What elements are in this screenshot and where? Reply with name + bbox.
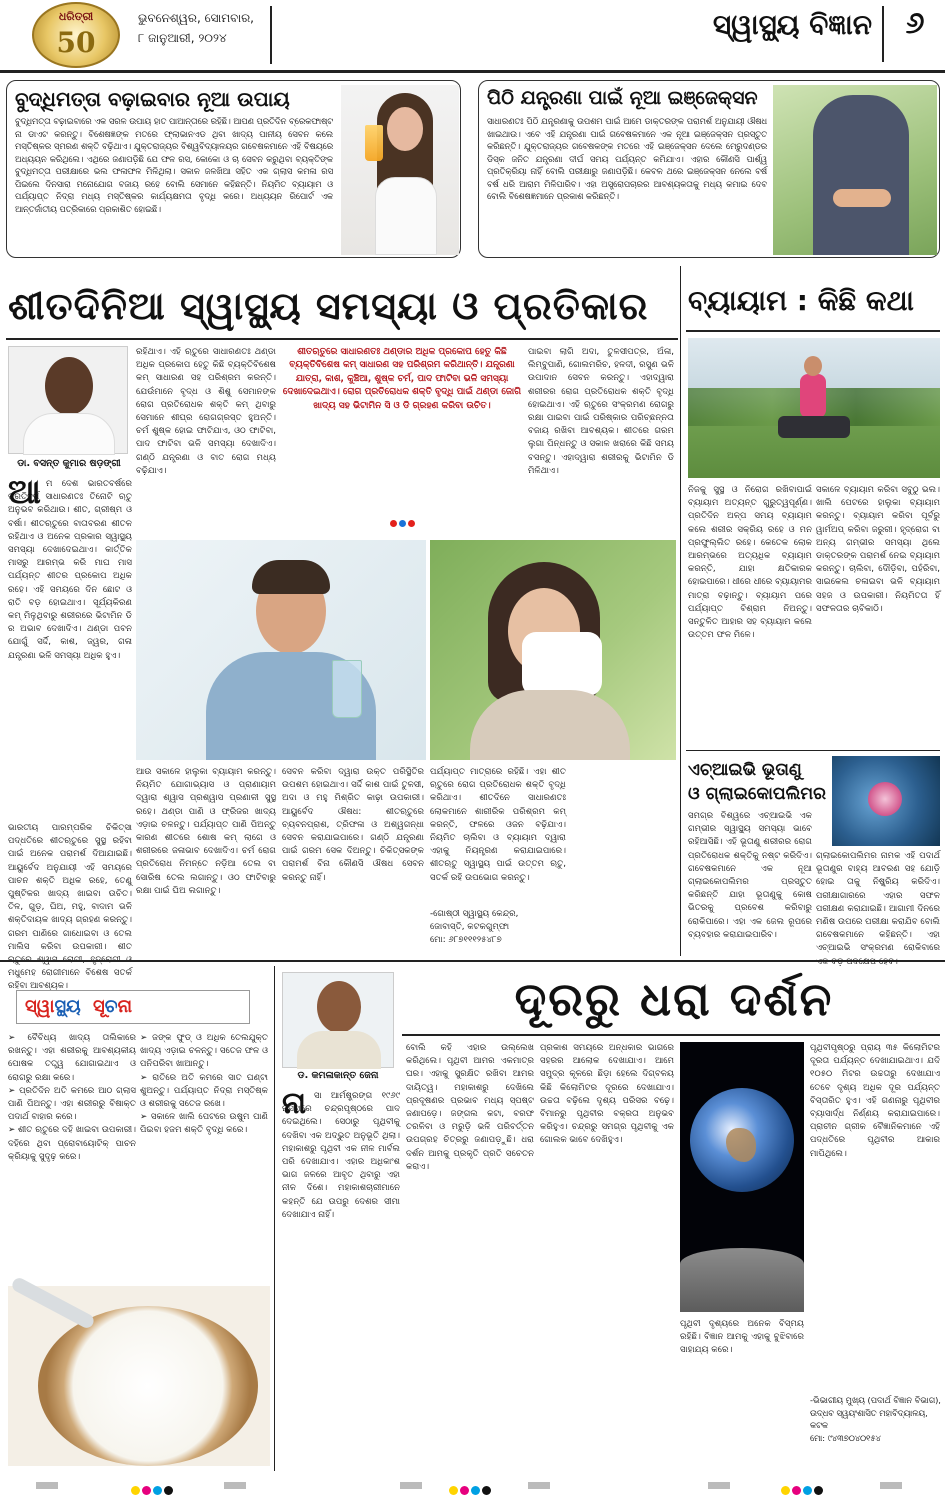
drop-cap-earth: ନା bbox=[282, 1086, 307, 1121]
main-col3: ପାଇବା ଲାଗି ଅଦା, ତୁଳସୀପତ୍ର, ଅଁଳା, ଲିମ୍ବୁପାଣି, ଗୋଲମରିଚ, ହଳଦୀ, ରସୁଣ ଭଳି ଉପାଦାନ ସେବନ କରନ୍ତୁ। ଏହାଦ୍ୱାରା ଶରୀରର ରୋଗ ପ୍ରତିରୋଧକ ଶକ୍ତି ବୃଦ୍ଧି ହୋଇଥାଏ। ଏହି ଋତୁରେ ସଂକ୍ରମଣ ରୋଗରୁ ରକ୍ଷା ପାଇବା ପାଇଁ ପରିଷ୍କାର ପରିଚ୍ଛନ୍ନତା ବଜାୟ ରଖିବା ଆବଶ୍ୟକ। ଶୀତରେ ଗରମ ଲୁଗା ପିନ୍ଧନ୍ତୁ ଓ ସକାଳ ଖରାରେ କିଛି ସମୟ ବସନ୍ତୁ। ଏହାଦ୍ୱାରା ଶରୀରକୁ ଭିଟାମିନ ଡି ମିଳିଥାଏ। bbox=[528, 347, 674, 476]
author-photo-earth bbox=[282, 972, 394, 1068]
tips-title-char-3: ସୂ bbox=[93, 996, 105, 1017]
main-lower-col1: ଭାରତୀୟ ପାରମ୍ପରିକ ଚିକିତ୍ସା ପଦ୍ଧତିରେ ଶୀତଋତୁରେ ସୁସ୍ଥ ରହିବା ପାଇଁ ଅନେକ ପରାମର୍ଶ ଦିଆଯାଇଛି। ଆୟୁର୍ବେଦ ଅନୁଯାୟୀ ଏହି ସମୟରେ ପାଚନ ଶକ୍ତି ଅଧିକ ରହେ, ତେଣୁ ପୁଷ୍ଟିକର ଖାଦ୍ୟ ଖାଇବା ଉଚିତ। ତିଳ, ଗୁଡ଼, ଘିଅ, ମହୁ, ବାଦାମ ଭଳି ଶକ୍ତିଦାୟକ ଖାଦ୍ୟ ଗ୍ରହଣ କରନ୍ତୁ। ଗରମ ପାଣିରେ ଗାଧୋଇବା ଓ ତେଲ ମାଲିସ କରିବା ଉପକାରୀ। ଶୀତ ମଧୁମେହ ରୋଗୀମାନେ ବିଶେଷ ସତର୍କ ରହିବା ଆବଶ୍ୟକ। bbox=[8, 823, 132, 992]
tips-col2 bbox=[140, 1032, 268, 1280]
exercise-bottom-rule bbox=[686, 750, 940, 751]
curd-bowl-photo bbox=[8, 1286, 270, 1466]
main-col2: ରହିଥାଏ। ଏହି ଋତୁରେ ସାଧାରଣତଃ ଥଣ୍ଡା ଅଧିକ ପ୍ରକୋପ ହେତୁ କିଛି ବ୍ୟକ୍ତିବିଶେଷ କମ୍ ସାଧାରଣ ସହ ପରିଶ୍ରମ କରନ୍ତି। ଯେଉଁମାନେ ବୃଦ୍ଧ ଓ ଶିଶୁ ସେମାନଙ୍କ ରୋଗ ପ୍ରତିରୋଧକ ଶକ୍ତି କମ୍ ଥିବାରୁ ସେମାନେ ଶୀଘ୍ର ରୋଗଗ୍ରସ୍ତ ହୁଅନ୍ତି। ଚର୍ମ ଶୁଷ୍କ ହୋଇ ଫାଟିଯାଏ, ଓଠ ଫାଟିବା, ପାଦ ଫାଟିବା ଭଳି ସମସ୍ୟା ଦେଖାଦିଏ। ଗଣ୍ଠି ଯନ୍ତ୍ରଣା ଓ ବାତ ରୋଗ ମଧ୍ୟ ବଢ଼ିଯାଏ। bbox=[136, 347, 276, 476]
main-lower-col3: ସେବନ କରିବା ଦ୍ୱାରା ଉକ୍ତ ପରିସ୍ଥିତିର ଉପଶମ ହୋଇଥାଏ। ସର୍ଦ୍ଦି କାଶ ପାଇଁ ତୁଳସୀ, ଅଦା ଓ ମହୁ ମିଶ୍ରିତ କାଢ଼ା ଉପକାରୀ। ଆୟୁର୍ବେଦ ଔଷଧ: ଶୀତଋତୁରେ ଚ୍ୟବନପ୍ରାଶ, ତ୍ରିଫଳା ଓ ଅଶ୍ୱଗନ୍ଧା ସେବନ କରାଯାଇପାରେ। ଗଣ୍ଠି ଯନ୍ତ୍ରଣା ପାଇଁ ଗରମ ସେକ ଦିଅନ୍ତୁ। ଚିକିତ୍ସକଙ୍କ ପରାମର୍ଶ ବିନା କୌଣସି ଔଷଧ ସେବନ କରନ୍ତୁ ନାହିଁ। bbox=[282, 767, 424, 883]
water-glass bbox=[332, 660, 362, 718]
woman-lunge-torso bbox=[800, 374, 826, 418]
earth-col4-b: ପୃଥିବୀ ଦୃଶ୍ୟରେ ଅନେକ ବିସ୍ମୟ ରହିଛି। ବିଜ୍ଞାନ ଆମକୁ ଏହାକୁ ବୁଝିବାରେ ସାହାଯ୍ୟ କରେ। bbox=[680, 1319, 804, 1356]
hiv-virus-micrograph bbox=[832, 756, 940, 846]
woman-lunge-head bbox=[804, 356, 822, 376]
author-caption-main: ଡା. ବସନ୍ତ କୁମାର ଷଡ଼ଙ୍ଗୀ bbox=[17, 458, 121, 469]
tip-bullet-icon: ➢ bbox=[8, 1033, 28, 1043]
lower-section-rule bbox=[0, 960, 945, 962]
tissue bbox=[522, 632, 602, 696]
tip-item: ➢ ପ୍ରତିଦିନ ଅତି କମରେ ଆଠ ଗ୍ଲାସ ପାଣି ପିଅନ୍ତୁ। ଏହା ଶରୀରରୁ ବିଷାକ୍ତ ପଦାର୍ଥ ବାହାର କରେ। bbox=[8, 1085, 136, 1123]
intelligence-body: ବୁଦ୍ଧିମତ୍ତା ବଢ଼ାଇବାରେ ଏକ ସରଳ ଉପାୟ ହାତ ପାଆନ୍ତାରେ ରହିଛି। ଆପଣ ପ୍ରତିଦିନ ବ୍ରେକଫାଷ୍ଟ ନା ଡାଏଟ କରନ୍ତୁ। ବିଶେଷଜ୍ଞଙ୍କ ମତରେ ଫ୍ଲାଭାନଏଡ ଥିବା ଖାଦ୍ୟ ପାନୀୟ ସେବନ କଲେ ମସ୍ତିଷ୍କର ସ୍ମରଣ ଶକ୍ତି ବଢ଼ିଥାଏ। ଯୁକ୍ତରାଜ୍ୟର ବିଶ୍ୱବିଦ୍ୟାଳୟର ଗବେଷକମାନେ ଏହି ବିଷୟରେ ଅଧ୍ୟୟନ କରିଥିଲେ। ଏଥିରେ ଜଣାପଡ଼ିଛି ଯେ ଫଳ ରସ, କୋକୋ ଓ ଚା ସେବନ କରୁଥିବା ବ୍ୟକ୍ତିଙ୍କ ବୁଦ୍ଧିମତ୍ତା ପରୀକ୍ଷାରେ ଭଲ ଫଳାଫଳ ମିଳିଥିଲା। ସକାଳ ଜଳଖିଆ ସହିତ ଏକ ଗ୍ଲାସ କମଳା ରସ ପିଇଲେ ଦିନସାରା ମନୋଯୋଗ ବଜାୟ ରହେ ବୋଲି ସେମାନେ କହିଛନ୍ତି। ନିୟମିତ ବ୍ୟାୟାମ ଓ ପର୍ଯ୍ୟାପ୍ତ ନିଦ୍ରା ମଧ୍ୟ ମସ୍ତିଷ୍କର କାର୍ଯ୍ୟକ୍ଷମତା ବୃଦ୍ଧି କରେ। ଅଧ୍ୟୟନ ରିପୋର୍ଟ ଏକ ଆନ୍ତର୍ଜାତୀୟ ପତ୍ରିକାରେ ପ୍ରକାଶିତ ହୋଇଛି। bbox=[15, 116, 333, 214]
tip-item: ➢ ରାତିରେ ଅତି କମରେ ସାତ ଘଣ୍ଟା ଶୁଅନ୍ତୁ। ପର୍ଯ୍ୟାପ୍ତ ନିଦ୍ରା ମସ୍ତିଷ୍କ ଓ ଶରୀରକୁ ସତେଜ ରଖେ। bbox=[140, 1072, 268, 1110]
author2-head bbox=[317, 981, 361, 1033]
main-headline-underline bbox=[6, 338, 678, 340]
tip-item: ➢ ଶୀତ ଋତୁରେ ଦହି ଖାଇବା ଉପକାରୀ। ଦହିରେ ଥିବା ପ୍ରୋବାୟୋଟିକ୍ ପାଚନ କ୍ରିୟାକୁ ସୁଦୃଢ଼ କରେ। bbox=[8, 1125, 137, 1162]
main-lower-col4: ପର୍ଯ୍ୟାପ୍ତ ମାତ୍ରାରେ ରହିଛି। ଏହା ଶୀତ ଋତୁରେ ରୋଗ ପ୍ରତିରୋଧକ ଶକ୍ତି ବୃଦ୍ଧି କରିଥାଏ। ଶୀତଦିନେ ସାଧାରଣତଃ ଲୋକମାନେ ଶାରୀରିକ ପରିଶ୍ରମ କମ୍ କରନ୍ତି, ଫଳରେ ଓଜନ ବଢ଼ିଯାଏ। ନିୟମିତ ଚାଲିବା ଓ ବ୍ୟାୟାମ ଦ୍ୱାରା ଏହାକୁ ନିୟନ୍ତ୍ରଣ କରାଯାଇପାରେ। ଶୀତଋତୁ ସ୍ୱାସ୍ଥ୍ୟ ପାଇଁ ଉତ୍ତମ ଋତୁ, ସତର୍କ ରହି ଉପଭୋଗ କରନ୍ତୁ। bbox=[430, 767, 566, 883]
main-signoff-line3: ମୋ: ୬୮୭୧୧୧୨୫୪୮୭ bbox=[430, 935, 502, 945]
woman-sneezing-photo bbox=[430, 540, 676, 760]
backpain-story-box bbox=[478, 80, 940, 258]
main-right-divider bbox=[680, 266, 681, 956]
earth-col2: ବୋଲି କହି ଏହାର ଉଲ୍ଲେଖ କରିଥିଲେ। ପୃଥିବୀ ଆମର ଏକମାତ୍ର ଘର। ଏହାକୁ ସୁରକ୍ଷିତ ରଖିବା ଆମର ଦାୟିତ୍ୱ। ମହାକାଶରୁ ଦେଖିଲେ ପ୍ରଦୂଷଣର ପ୍ରଭାବ ମଧ୍ୟ ସ୍ପଷ୍ଟ ଜଣାପଡ଼େ। ଜଙ୍ଗଲ କଟା, ବରଫ ତରଳିବା ଓ ମରୁଡ଼ି ଭଳି ପରିବର୍ତ୍ତନ ଉପଗ୍ରହ ଚିତ୍ରରୁ ଜଣାପଡ଼ୁଛି। ଧରା ଦର୍ଶନ ଆମକୁ ପ୍ରକୃତି ପ୍ରତି ସଚେତନ କରାଏ। bbox=[406, 1043, 534, 1172]
tips-col1 bbox=[8, 1032, 136, 1280]
person-back bbox=[813, 95, 909, 255]
author-photo-main bbox=[8, 346, 128, 454]
tip-bullet-icon: ➢ bbox=[8, 1085, 20, 1096]
author2-shirt bbox=[297, 1031, 381, 1069]
anniversary-logo bbox=[32, 2, 120, 68]
main-signoff-line2: ଜୋବାସ୍ତି, କଟକଗୁମ୍ଫା bbox=[430, 922, 510, 932]
registration-bar bbox=[528, 1482, 550, 1489]
earth-signoff-line1: -ଭିଭାଗୀୟ ମୁଖ୍ୟ (ପଦାର୍ଥ ବିଜ୍ଞାନ ବିଭାଗ), bbox=[810, 1395, 941, 1405]
spoon bbox=[10, 1276, 96, 1331]
registration-strip bbox=[0, 1478, 945, 1494]
earth-headline: ଦୂରରୁ ଧରା ଦର୍ଶନ bbox=[514, 972, 834, 1026]
moon-surface bbox=[680, 1248, 804, 1312]
tip-item: ➢ ବୈବିଧ୍ୟ ଖାଦ୍ୟ ତାଲିକାରେ ରଖନ୍ତୁ। ଏହା ଶରୀରକୁ ଆବଶ୍ୟକୀୟ ପୋଷକ ତତ୍ତ୍ୱ ଯୋଗାଇଥାଏ ଓ ରୋଗରୁ ରକ୍ଷା କରେ। bbox=[8, 1033, 136, 1083]
masthead-bottom-rule bbox=[0, 70, 945, 73]
man-hair bbox=[252, 560, 330, 594]
author-shirt bbox=[23, 413, 115, 455]
tip-item: ➢ ସକାଳେ ଖାଲି ପେଟରେ ଉଷୁମ ପାଣି ପିଇବା ହଜମ ଶକ୍ତି ବୃଦ୍ଧି କରେ। bbox=[140, 1112, 268, 1136]
woman-face bbox=[387, 107, 423, 151]
author-head bbox=[45, 357, 93, 415]
juice-glass bbox=[365, 125, 383, 161]
earth-col4: ପୃଥିବୀପୃଷ୍ଠରୁ ପ୍ରାୟ ୩୫ କିଲୋମିଟର ଦୂରତା ପର୍ଯ୍ୟନ୍ତ ଦେଖାଯାଇଥାଏ। ଯଦି ୧୦୫୦ ମିଟର ଉଚ୍ଚତାରୁ ଦେଖାଯାଏ ତେବେ ଦୃଶ୍ୟ ଅଧିକ ଦୂର ପର୍ଯ୍ୟନ୍ତ ବିସ୍ତାରିତ ହୁଏ। ଏହି ଗଣନାରୁ ପୃଥିବୀର ବ୍ୟାସାର୍ଦ୍ଧ ନିର୍ଣ୍ଣୟ କରାଯାଇପାରେ। ପ୍ରାଚୀନ ଗ୍ରୀକ ବୈଜ୍ଞାନିକମାନେ ଏହି ପଦ୍ଧତିରେ ପୃଥିବୀର ଆକାର ମାପିଥିଲେ। bbox=[810, 1043, 940, 1159]
earth-col1: ସା ଆର୍ମଷ୍ଟ୍ରଙ୍ଗ ୧୯୬୯ ମସିହାରେ ଚନ୍ଦ୍ରପୃଷ୍ଠରେ ପାଦ ଦେଇଥିଲେ। ସେଠାରୁ ପୃଥିବୀକୁ ଦେଖିବା ଏକ ଅଦ୍ଭୁତ ଅନୁଭୂତି ଥିଲା। ମହାକାଶରୁ ପୃଥିବୀ ଏକ ନୀଳ ମାର୍ବଲ ପରି ଦେଖାଯାଏ। ଏହାର ଅଧିକାଂଶ ଭାଗ ଜଳରେ ଆବୃତ ଥିବାରୁ ଏହା ନୀଳ ଦିଶେ। ମହାକାଶଚାରୀମାନେ କହନ୍ତି ଯେ ଉପରୁ ଦେଶର ସୀମା ଦେଖାଯାଏ ନାହିଁ। bbox=[282, 1091, 400, 1220]
dateline-date: ୮ ଜାନୁଆରୀ, ୨୦୨୪ bbox=[138, 31, 227, 45]
tip-bullet-icon: ➢ bbox=[140, 1112, 151, 1123]
woman-sweater bbox=[470, 690, 630, 760]
tip-item: ➢ ଜଙ୍କ ଫୁଡ୍ ଓ ଅଧିକ ତେଲଯୁକ୍ତ ଖାଦ୍ୟ ଏଡ଼ାଇ ଚଳନ୍ତୁ। ସତେଜ ଫଳ ଓ ପନିପରିବା ଖାଆନ୍ତୁ। bbox=[140, 1033, 269, 1070]
woman-drinking-juice-photo bbox=[341, 85, 459, 255]
man-taking-pill-photo bbox=[136, 540, 426, 760]
pull-quote bbox=[282, 346, 522, 528]
registration-bar bbox=[708, 1482, 730, 1489]
exercise-underline bbox=[686, 330, 940, 332]
earth-signoff-line3: ମୋ: ୯୪୩୭୦୪୦୧୫୪ bbox=[810, 1432, 881, 1443]
author-caption-earth: ଡ. କମଳାକାନ୍ତ ଜେନା bbox=[297, 1070, 379, 1081]
tips-title-char-5: ନା bbox=[117, 996, 133, 1017]
registration-bar bbox=[880, 1482, 902, 1489]
earth-headline-underline bbox=[402, 1034, 940, 1036]
dateline bbox=[138, 8, 278, 48]
dateline-city-day: ଭୁବନେଶ୍ୱର, ସୋମବାର, bbox=[138, 11, 255, 25]
earth-signoff bbox=[810, 1394, 942, 1444]
tip-bullet-icon: ➢ bbox=[8, 1125, 19, 1136]
tip-bullet-icon: ➢ bbox=[140, 1072, 153, 1083]
masthead-divider bbox=[270, 6, 272, 64]
earth-col3: ପ୍ରକାଶ ସମୟରେ ଅନ୍ଧକାର ଭାଗରେ ସହରର ଆଲୋକ ଦେଖାଯାଏ। ଆମେ ସମୁଦ୍ର କୂଳରେ ଛିଡ଼ା ହେଲେ ଦିଗ୍‌ବଳୟ କିଛି କିଲୋମିଟର ଦୂରରେ ଦେଖାଯାଏ। ଉଚ୍ଚତା ବଢ଼ିଲେ ଦୃଶ୍ୟ ପରିସର ବଢ଼େ। ବିମାନରୁ ପୃଥିବୀର ବକ୍ରତା ଅନୁଭବ କରିହୁଏ। ଚନ୍ଦ୍ରରୁ ସମଗ୍ର ପୃଥିବୀକୁ ଏକ ଗୋଲକ ଭାବେ ଦେଖିହୁଏ। bbox=[540, 1043, 674, 1146]
pull-quote-text: ଶୀତଋତୁରେ ସାଧାରଣତଃ ଥଣ୍ଡାର ଅଧିକ ପ୍ରକୋପ ହେତୁ କିଛି ବ୍ୟକ୍ତିବିଶେଷ କମ୍ ସାଧାରଣ ସହ ପରିଶ୍ରମ କରିଥାନ୍ତି। ଯନ୍ତ୍ରଣା ଯାତ୍ରା, କାଶ, କୁଞ୍ଚିଆ, ଶୁଷ୍କ ଚର୍ମ, ପାଦ ଫାଟିବା ଭଳି ସମସ୍ୟା ଦେଖାଦେଇଥାଏ। ରୋଗ ପ୍ରତିରୋଧକ ଶକ୍ତି ବୃଦ୍ଧି ପାଇଁ ଥଣ୍ଡା ଜୋଗି ଖାଦ୍ୟ ସହ ଭିଟାମିନ ସି ଓ ଡି ଗ୍ରହଣ କରିବା ଉଚିତ। bbox=[282, 347, 522, 411]
earth-from-moon-photo bbox=[680, 1042, 804, 1312]
registration-dots bbox=[448, 1480, 492, 1499]
registration-bar bbox=[36, 1482, 58, 1489]
masthead bbox=[0, 0, 945, 74]
woman-lunge-legs bbox=[778, 416, 850, 438]
hands-on-back bbox=[833, 189, 891, 207]
registration-bar bbox=[224, 1482, 246, 1489]
exercise-headline: ବ୍ୟାୟାମ : କିଛି କଥା bbox=[688, 284, 914, 317]
pull-quote-ornament bbox=[372, 512, 432, 522]
back-pain-photo bbox=[773, 85, 937, 255]
logo-wordmark: ଧରିତ୍ରୀ bbox=[58, 10, 94, 23]
tips-earth-divider bbox=[274, 966, 275, 1471]
tips-title-char-1: ସ୍ୱା bbox=[25, 996, 55, 1017]
backpain-body: ସାଧାରଣତଃ ପିଠି ଯନ୍ତ୍ରଣାକୁ ଉପଶମ ପାଇଁ ଆମେ ଡାକ୍ତରଙ୍କ ପରାମର୍ଶ ଅନୁଯାୟୀ ଔଷଧ ଖାଇଥାଉ। ଏବେ ଏହି ଯନ୍ତ୍ରଣା ପାଇଁ ଗବେଷକମାନେ ଏକ ନୂଆ ଇଞ୍ଜେକ୍ସନ ପ୍ରସ୍ତୁତ କରିଛନ୍ତି। ଯୁକ୍ତରାଜ୍ୟର ଗବେଷକଙ୍କ ମତରେ ଏହି ଇଞ୍ଜେକ୍ସନ ଦେଲେ ମେରୁଦଣ୍ଡର ଡିସ୍କ ଜନିତ ଯନ୍ତ୍ରଣା ଦୀର୍ଘ ସମୟ ପର୍ଯ୍ୟନ୍ତ କମିଯାଏ। ଏହାର କୌଣସି ପାର୍ଶ୍ୱ ପ୍ରତିକ୍ରିୟା ନାହିଁ ବୋଲି ପରୀକ୍ଷାରୁ ଜଣାପଡ଼ିଛି। କେବଳ ଥରେ ଇଞ୍ଜେକ୍ସନ ନେଲେ ବର୍ଷ ବର୍ଷ ଧରି ଆରାମ ମିଳିପାରିବ। ଏହା ଅସ୍ତ୍ରୋପଚାରର ଆବଶ୍ୟକତାକୁ ମଧ୍ୟ କମାଇ ଦେବ ବୋଲି ବିଶେଷଜ୍ଞମାନେ ପ୍ରକାଶ କରିଛନ୍ତି। bbox=[487, 116, 767, 201]
woman-top bbox=[375, 177, 437, 255]
hiv-col1: ସମଗ୍ର ବିଶ୍ୱରେ ଏଚ୍ଆଇଭି ଏକ ଗମ୍ଭୀର ସ୍ୱାସ୍ଥ୍ୟ ସମସ୍ୟା ଭାବେ ରହିଆସିଛି। ଏହି ଭୂତାଣୁ ଶରୀରର ରୋଗ ପ୍ରତିରୋଧକ ଶକ୍ତିକୁ ନଷ୍ଟ କରିଦିଏ। ଗବେଷକମାନେ ଏକ ନୂଆ ଗ୍ଲାଇକୋପଲିମର ପ୍ରସ୍ତୁତ କରିଛନ୍ତି ଯାହା ଭୂତାଣୁକୁ କୋଷ ଭିତରକୁ ପ୍ରବେଶ କରିବାରୁ ରୋକିପାରେ। ଏହା ଏକ ଜେଲ ରୂପରେ ବ୍ୟବହାର କରାଯାଇପାରିବ। bbox=[688, 811, 812, 940]
main-headline: ଶୀତଦିନିଆ ସ୍ୱାସ୍ଥ୍ୟ ସମସ୍ୟା ଓ ପ୍ରତିକାର bbox=[8, 284, 649, 328]
bowl bbox=[38, 1306, 258, 1466]
woman-exercising-photo bbox=[688, 338, 940, 478]
tips-title-char-4: ଚ bbox=[104, 996, 118, 1017]
tip-bullet-icon: ➢ bbox=[140, 1033, 153, 1043]
hiv-headline-line2: ଓ ଗ୍ଲାଇକୋପଲିମର bbox=[688, 784, 826, 804]
main-col1: ମ ଦେଶ ଭାରତବର୍ଷରେ ପ୍ରତିବର୍ଷ ସାଧାରଣତଃ ତିନୋଟି ଋତୁ ଅନୁଭବ କରିଥାଉ। ଶୀତ, ଗ୍ରୀଷ୍ମ ଓ ବର୍ଷା। ଶୀତଋତୁରେ ବାତାବରଣ ଶୀତଳ ରହିଥାଏ ଓ ଅନେକ ପ୍ରକାର ସ୍ୱାସ୍ଥ୍ୟ ସମସ୍ୟା ଦେଖାଦେଇଥାଏ। କାର୍ତ୍ତିକ ମାସରୁ ଆରମ୍ଭ କରି ମାଘ ମାସ ପର୍ଯ୍ୟନ୍ତ ଶୀତର ପ୍ରକୋପ ଅଧିକ ରହେ। ଏହି ସମୟରେ ଦିନ ଛୋଟ ଓ ରାତି ବଡ଼ ହୋଇଥାଏ। ସୂର୍ଯ୍ୟକିରଣ କମ୍ ମିଳୁଥିବାରୁ ଶରୀରରେ ଭିଟାମିନ ଡି ର ଅଭାବ ଦେଖାଦିଏ। ଥଣ୍ଡା ପବନ ଯୋଗୁଁ ସର୍ଦ୍ଦି, କାଶ, ଜ୍ୱର, ଗଳା ଯନ୍ତ୍ରଣା ଭଳି ସମସ୍ୟା ଅଧିକ ହୁଏ। bbox=[8, 479, 132, 661]
main-lower-col2: ଆଉ ସକାଳେ ହାଲୁକା ବ୍ୟାୟାମ କରନ୍ତୁ। ନିୟମିତ ଯୋଗାଭ୍ୟାସ ଓ ପ୍ରାଣାୟାମ ଦ୍ୱାରା ଶ୍ୱାସ ପ୍ରଶ୍ୱାସ ପ୍ରଣାଳୀ ସୁସ୍ଥ ରହେ। ଥଣ୍ଡା ପାଣି ଓ ଫ୍ରିଜର ଖାଦ୍ୟ ଏଡ଼ାଇ ଚଳନ୍ତୁ। ପର୍ଯ୍ୟାପ୍ତ ପାଣି ପିଅନ୍ତୁ କାରଣ ଶୀତରେ ଶୋଷ କମ୍ ଲାଗେ ଓ ଶରୀରରେ ଜଳାଭାବ ଦେଖାଦିଏ। ଚର୍ମ ରୋଗ ପ୍ରତିରୋଧ ନିମନ୍ତେ ନଡ଼ିଆ ତେଲ ବା ସୋରିଷ ତେଲ ଲଗାନ୍ତୁ। ଓଠ ଫାଟିବାରୁ ରକ୍ଷା ପାଇଁ ଘିଅ ଲଗାନ୍ତୁ। bbox=[136, 767, 276, 896]
registration-dots bbox=[780, 1480, 824, 1499]
backpain-headline: ପିଠି ଯନ୍ତ୍ରଣା ପାଇଁ ନୂଆ ଇଞ୍ଜେକ୍ସନ bbox=[487, 87, 758, 109]
main-signoff bbox=[430, 908, 580, 947]
hiv-headline bbox=[688, 758, 828, 806]
drop-cap-main: ଆ bbox=[8, 472, 41, 512]
registration-bar bbox=[400, 1482, 422, 1489]
exercise-col1: ନିଜକୁ ସୁସ୍ଥ ଓ ନିରୋଗ ରଖିବାପାଇଁ ବ୍ୟାୟାମ ଅତ୍ୟନ୍ତ ଗୁରୁତ୍ୱପୂର୍ଣ୍ଣ। ପ୍ରତିଦିନ ଅଳ୍ପ ସମୟ ବ୍ୟାୟାମ କଲେ ଶରୀର ସକ୍ରିୟ ରହେ ଓ ମନ ପ୍ରଫୁଲ୍ଲିତ ରହେ। କେତେକ ଲୋକ ଆରମ୍ଭରେ ଅତ୍ୟଧିକ ବ୍ୟାୟାମ କରନ୍ତି, ଯାହା କ୍ଷତିକାରକ ହୋଇପାରେ। ଧୀରେ ଧୀରେ ବ୍ୟାୟାମର ମାତ୍ରା ବଢ଼ାନ୍ତୁ। ବ୍ୟାୟାମ ପରେ ପର୍ଯ୍ୟାପ୍ତ ବିଶ୍ରାମ ନିଅନ୍ତୁ। ସନ୍ତୁଳିତ ଆହାର ସହ ବ୍ୟାୟାମ କଲେ ଉତ୍ତମ ଫଳ ମିଳେ। bbox=[688, 485, 812, 641]
health-tips-title bbox=[16, 990, 250, 1024]
main-signoff-line1: -ଗୋଷ୍ଠୀ ସ୍ୱାସ୍ଥ୍ୟ କେନ୍ଦ୍ର, bbox=[430, 909, 519, 919]
section-title: ସ୍ୱାସ୍ଥ୍ୟ ବିଜ୍ଞାନ bbox=[712, 8, 872, 41]
page-number: ୬ bbox=[905, 6, 925, 41]
hiv-col2: ଗ୍ଲାଇକୋପଲିମର ନାମକ ଏହି ପଦାର୍ଥ ଭୂତାଣୁର ବାହ୍ୟ ଆବରଣ ସହ ଯୋଡ଼ି ହୋଇ ତାକୁ ନିଷ୍କ୍ରିୟ କରିଦିଏ। ପରୀକ୍ଷାଗାରରେ ଏହାର ସଫଳ ପରୀକ୍ଷଣ କରାଯାଇଛି। ଆଗାମୀ ଦିନରେ ମଣିଷ ଉପରେ ପରୀକ୍ଷା କରାଯିବ ବୋଲି ଗବେଷକମାନେ କହିଛନ୍ତି। ଏହା ଏଚ୍ଆଇଭି ସଂକ୍ରମଣ ରୋକିବାରେ bbox=[816, 851, 940, 954]
exercise-col2: ସକାଳେ ବ୍ୟାୟାମ କରିବା ସବୁଠୁ ଭଲ। ଖାଲି ପେଟରେ ହାଲୁକା ବ୍ୟାୟାମ କରନ୍ତୁ। ବ୍ୟାୟାମ କରିବା ପୂର୍ବରୁ ୱାର୍ମଅପ୍ କରିବା ଜରୁରୀ। ହୃଦ୍‌ରୋଗ ବା ଅନ୍ୟ ଗମ୍ଭୀର ସମସ୍ୟା ଥିଲେ ଡାକ୍ତରଙ୍କ ପରାମର୍ଶ ନେଇ ବ୍ୟାୟାମ କରନ୍ତୁ। ଚାଲିବା, ଦୌଡ଼ିବା, ପହଁରିବା, ସାଇକେଲ ଚଳାଇବା ଭଳି ବ୍ୟାୟାମ ସହଜ ଓ ଉପକାରୀ। ନିୟମିତତା ହିଁ ସଫଳତାର ଚାବିକାଠି। bbox=[816, 485, 940, 614]
virus-particle bbox=[868, 782, 902, 816]
tips-title-char-2: ସ୍ଥ୍ୟ bbox=[54, 996, 81, 1017]
intelligence-headline: ବୁଦ୍ଧିମତ୍ତା ବଢ଼ାଇବାର ନୂଆ ଉପାୟ bbox=[15, 87, 290, 111]
intelligence-story-box bbox=[6, 80, 461, 258]
registration-dots bbox=[130, 1480, 174, 1499]
page-number-divider bbox=[882, 6, 884, 62]
earth-signoff-line2: ଉଦ୍ଧବ ସ୍ୱୟଂଶାସିତ ମହାବିଦ୍ୟାଳୟ, କଟକ bbox=[810, 1407, 928, 1431]
hiv-headline-line1: ଏଚ୍ଆଇଭି ଭୂତାଣୁ bbox=[688, 760, 802, 780]
logo-years: 50 bbox=[56, 26, 96, 59]
